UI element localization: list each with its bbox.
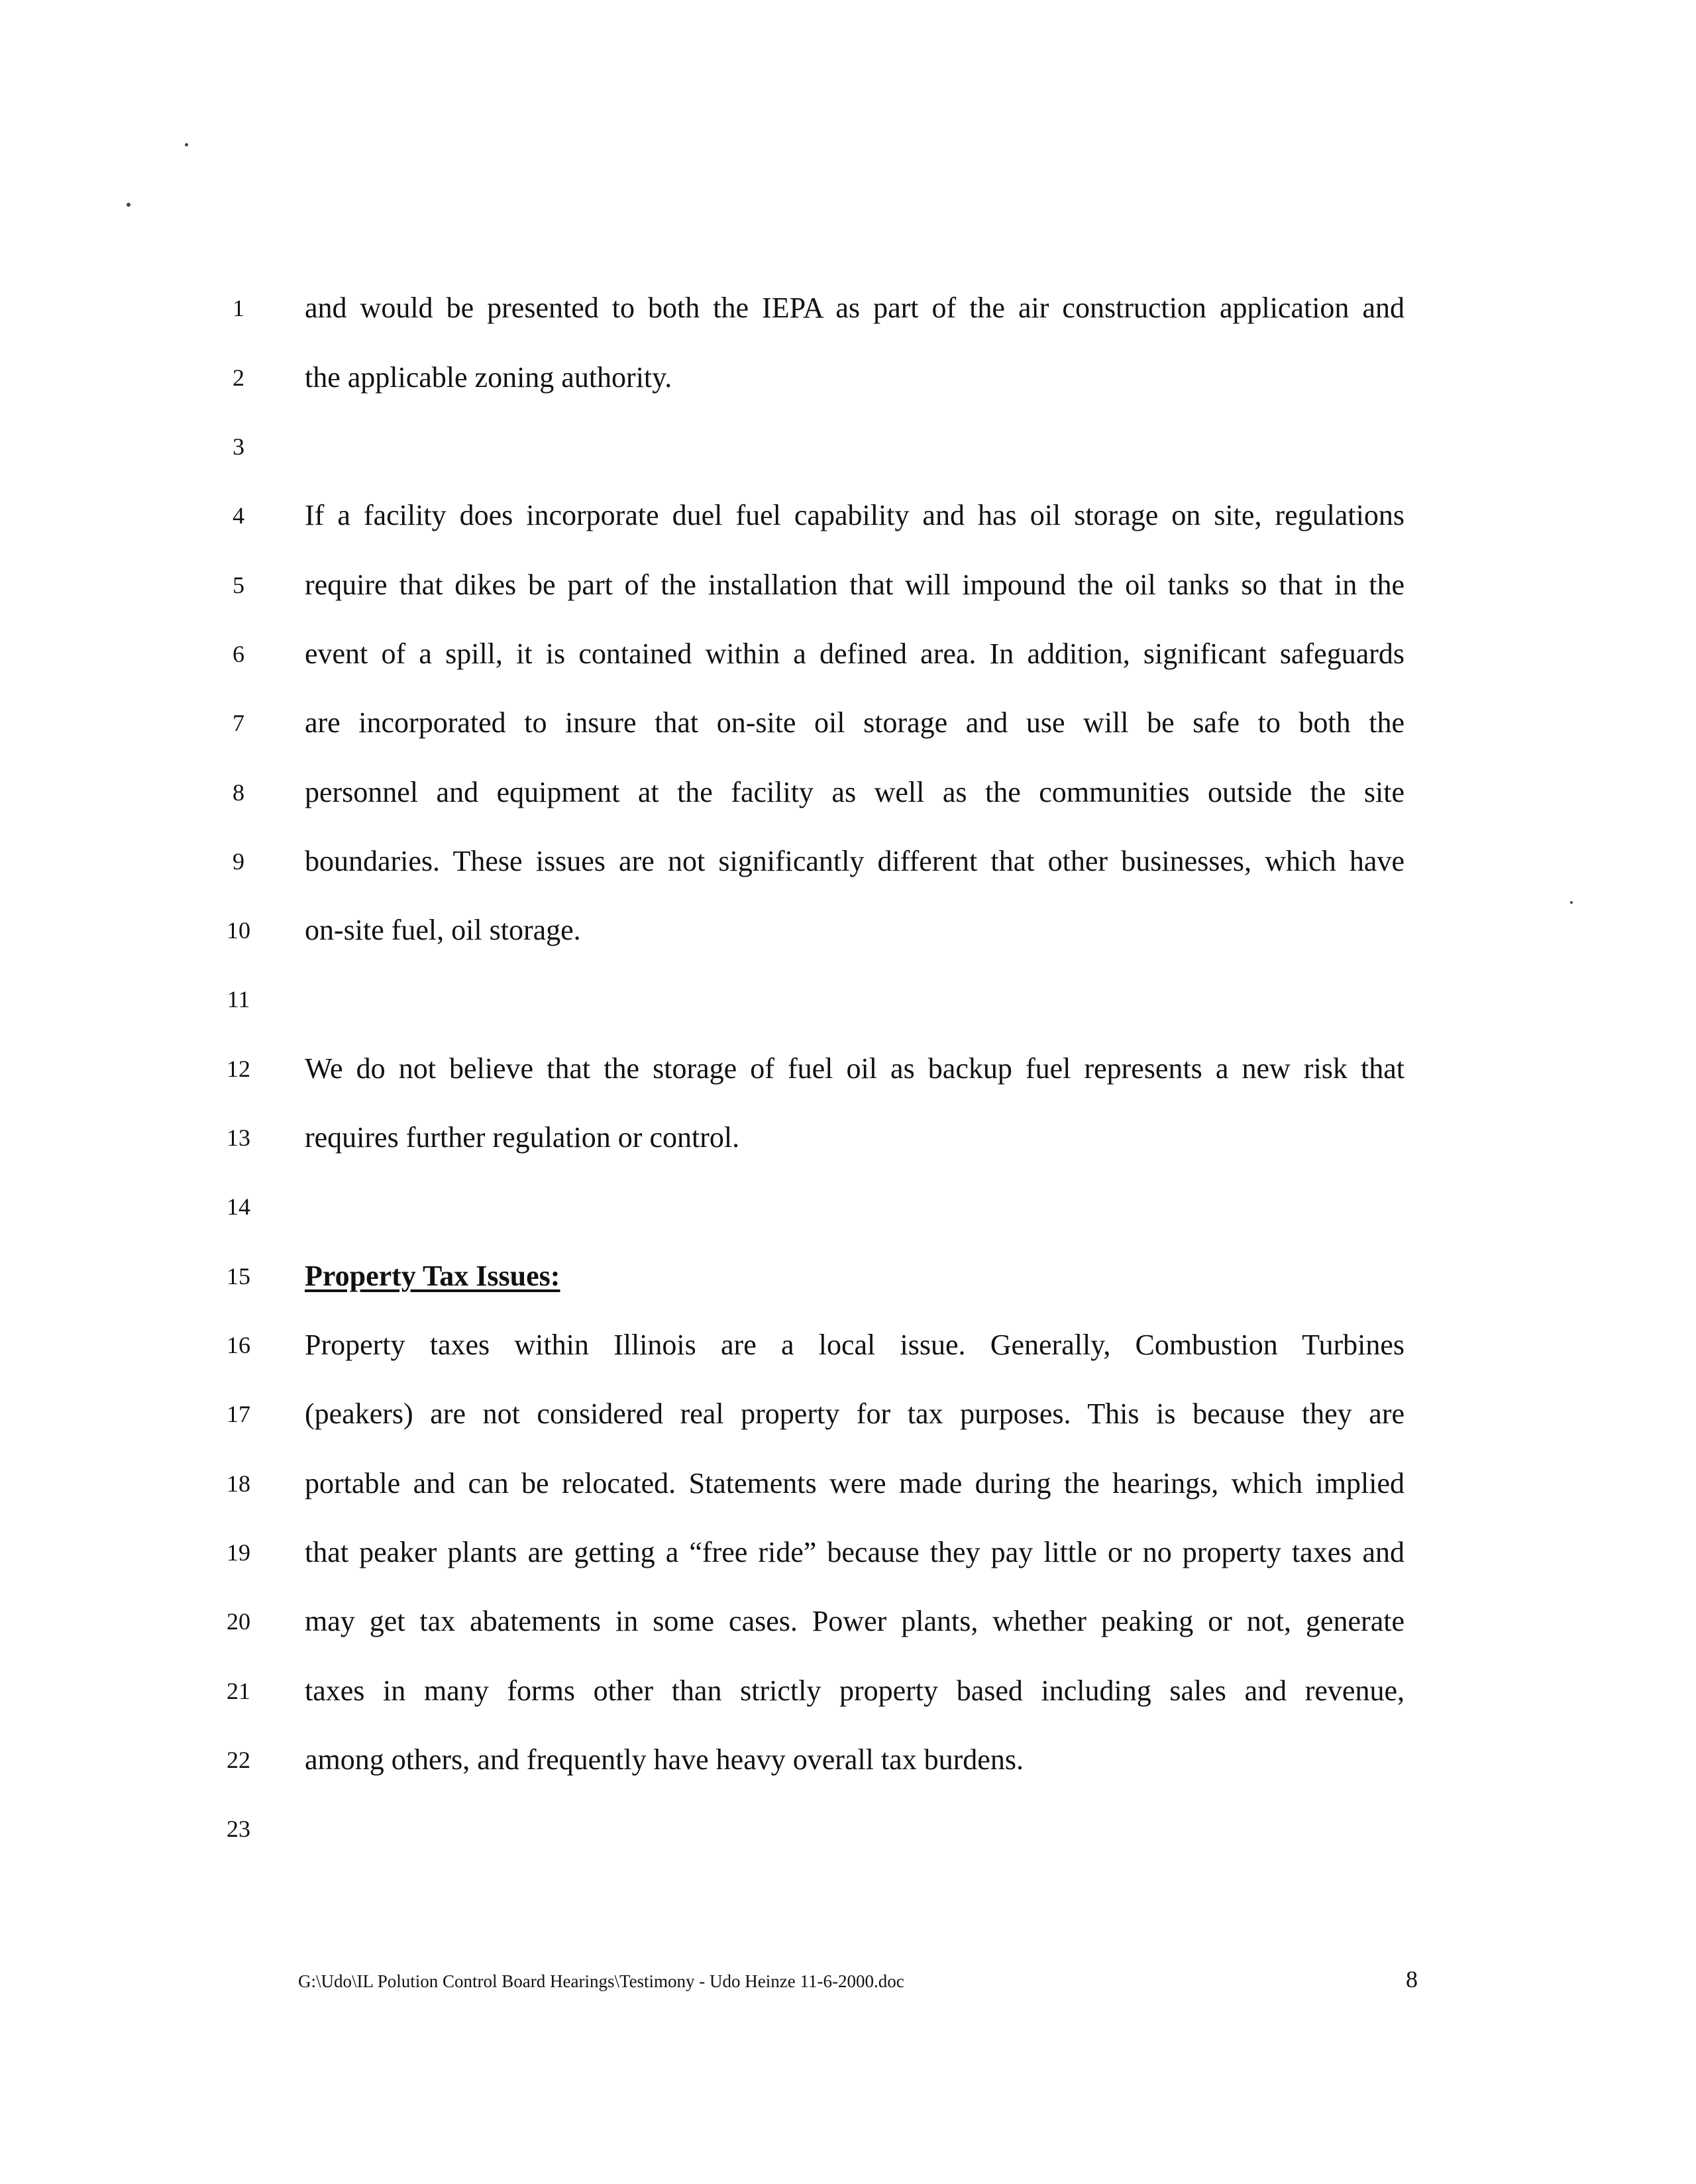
- line-text: that peaker plants are getting a “free ride” because they pay little or no property taxes and: [305, 1536, 1404, 1568]
- section-heading-line: [0, 1250, 1696, 1303]
- line-text: require that dikes be part of the installation that will impound the oil tanks so that in the: [305, 569, 1404, 601]
- scan-speck: [1570, 901, 1573, 904]
- line-number: 5: [233, 572, 244, 598]
- line-text: personnel and equipment at the facility as well as the communities outside the site: [305, 776, 1404, 808]
- line-text: are incorporated to insure that on-site oil storage and use will be safe to both the: [305, 706, 1404, 739]
- line-number: 12: [227, 1056, 250, 1082]
- text-line: [0, 489, 1696, 542]
- text-line: [0, 1733, 1696, 1786]
- line-number: 1: [233, 295, 244, 321]
- footer-file-path: G:\Udo\IL Polution Control Board Hearings\Testimony - Udo Heinze 11-6-2000.doc: [298, 1971, 904, 1991]
- text-line: [0, 1665, 1696, 1718]
- text-line: [0, 1526, 1696, 1579]
- text-line: [0, 282, 1696, 335]
- line-number: 13: [227, 1124, 250, 1151]
- line-number: 14: [227, 1193, 250, 1220]
- text-line: [0, 1111, 1696, 1164]
- text-line: [0, 1595, 1696, 1648]
- text-line: [0, 696, 1696, 749]
- line-text: Property taxes within Illinois are a local issue. Generally, Combustion Turbines: [305, 1329, 1404, 1361]
- line-number: 7: [233, 710, 244, 736]
- line-text: and would be presented to both the IEPA as part of the air construction application and: [305, 292, 1404, 324]
- line-number: 8: [233, 779, 244, 806]
- line-number: 3: [233, 433, 244, 460]
- line-number: 4: [233, 502, 244, 529]
- text-line: [0, 904, 1696, 957]
- line-number: 2: [233, 364, 244, 391]
- line-number: 19: [227, 1539, 250, 1566]
- text-line: [0, 1388, 1696, 1441]
- line-text: among others, and frequently have heavy overall tax burdens.: [305, 1743, 1024, 1776]
- text-line: [0, 973, 1696, 1026]
- line-text: event of a spill, it is contained within a defined area. In addition, significant safeguards: [305, 637, 1404, 670]
- text-line: [0, 766, 1696, 819]
- line-text: taxes in many forms other than strictly property based including sales and revenue,: [305, 1674, 1404, 1707]
- text-line: [0, 1802, 1696, 1855]
- line-number: 15: [227, 1263, 250, 1289]
- line-text: We do not believe that the storage of fuel oil as backup fuel represents a new risk that: [305, 1052, 1404, 1085]
- line-number: 22: [227, 1747, 250, 1773]
- page-number: 8: [1406, 1966, 1418, 1993]
- scan-speck: [127, 203, 131, 207]
- section-heading: Property Tax Issues:: [305, 1260, 560, 1292]
- text-line: [0, 1319, 1696, 1372]
- line-number: 23: [227, 1816, 250, 1842]
- text-line: [0, 1457, 1696, 1510]
- line-text: If a facility does incorporate duel fuel capability and has oil storage on site, regulations: [305, 499, 1404, 531]
- line-number: 18: [227, 1470, 250, 1497]
- line-text: portable and can be relocated. Statements were made during the hearings, which implied: [305, 1467, 1404, 1500]
- line-number: 20: [227, 1608, 250, 1635]
- line-text: the applicable zoning authority.: [305, 361, 672, 394]
- text-line: [0, 628, 1696, 681]
- line-text: boundaries. These issues are not significantly different that other businesses, which have: [305, 845, 1404, 877]
- line-number: 16: [227, 1332, 250, 1358]
- text-line: [0, 420, 1696, 473]
- text-line: [0, 835, 1696, 888]
- text-line: [0, 1180, 1696, 1233]
- line-number: 11: [227, 986, 250, 1012]
- line-text: on-site fuel, oil storage.: [305, 914, 581, 946]
- line-text: requires further regulation or control.: [305, 1121, 740, 1154]
- text-line: [0, 559, 1696, 612]
- line-number: 9: [233, 848, 244, 875]
- text-line: [0, 351, 1696, 404]
- line-text: may get tax abatements in some cases. Power plants, whether peaking or not, generate: [305, 1605, 1404, 1637]
- line-number: 10: [227, 917, 250, 944]
- line-number: 17: [227, 1401, 250, 1427]
- text-line: [0, 1042, 1696, 1095]
- line-number: 21: [227, 1678, 250, 1704]
- scan-speck: [185, 143, 188, 146]
- line-number: 6: [233, 641, 244, 667]
- line-text: (peakers) are not considered real property for tax purposes. This is because they are: [305, 1397, 1404, 1430]
